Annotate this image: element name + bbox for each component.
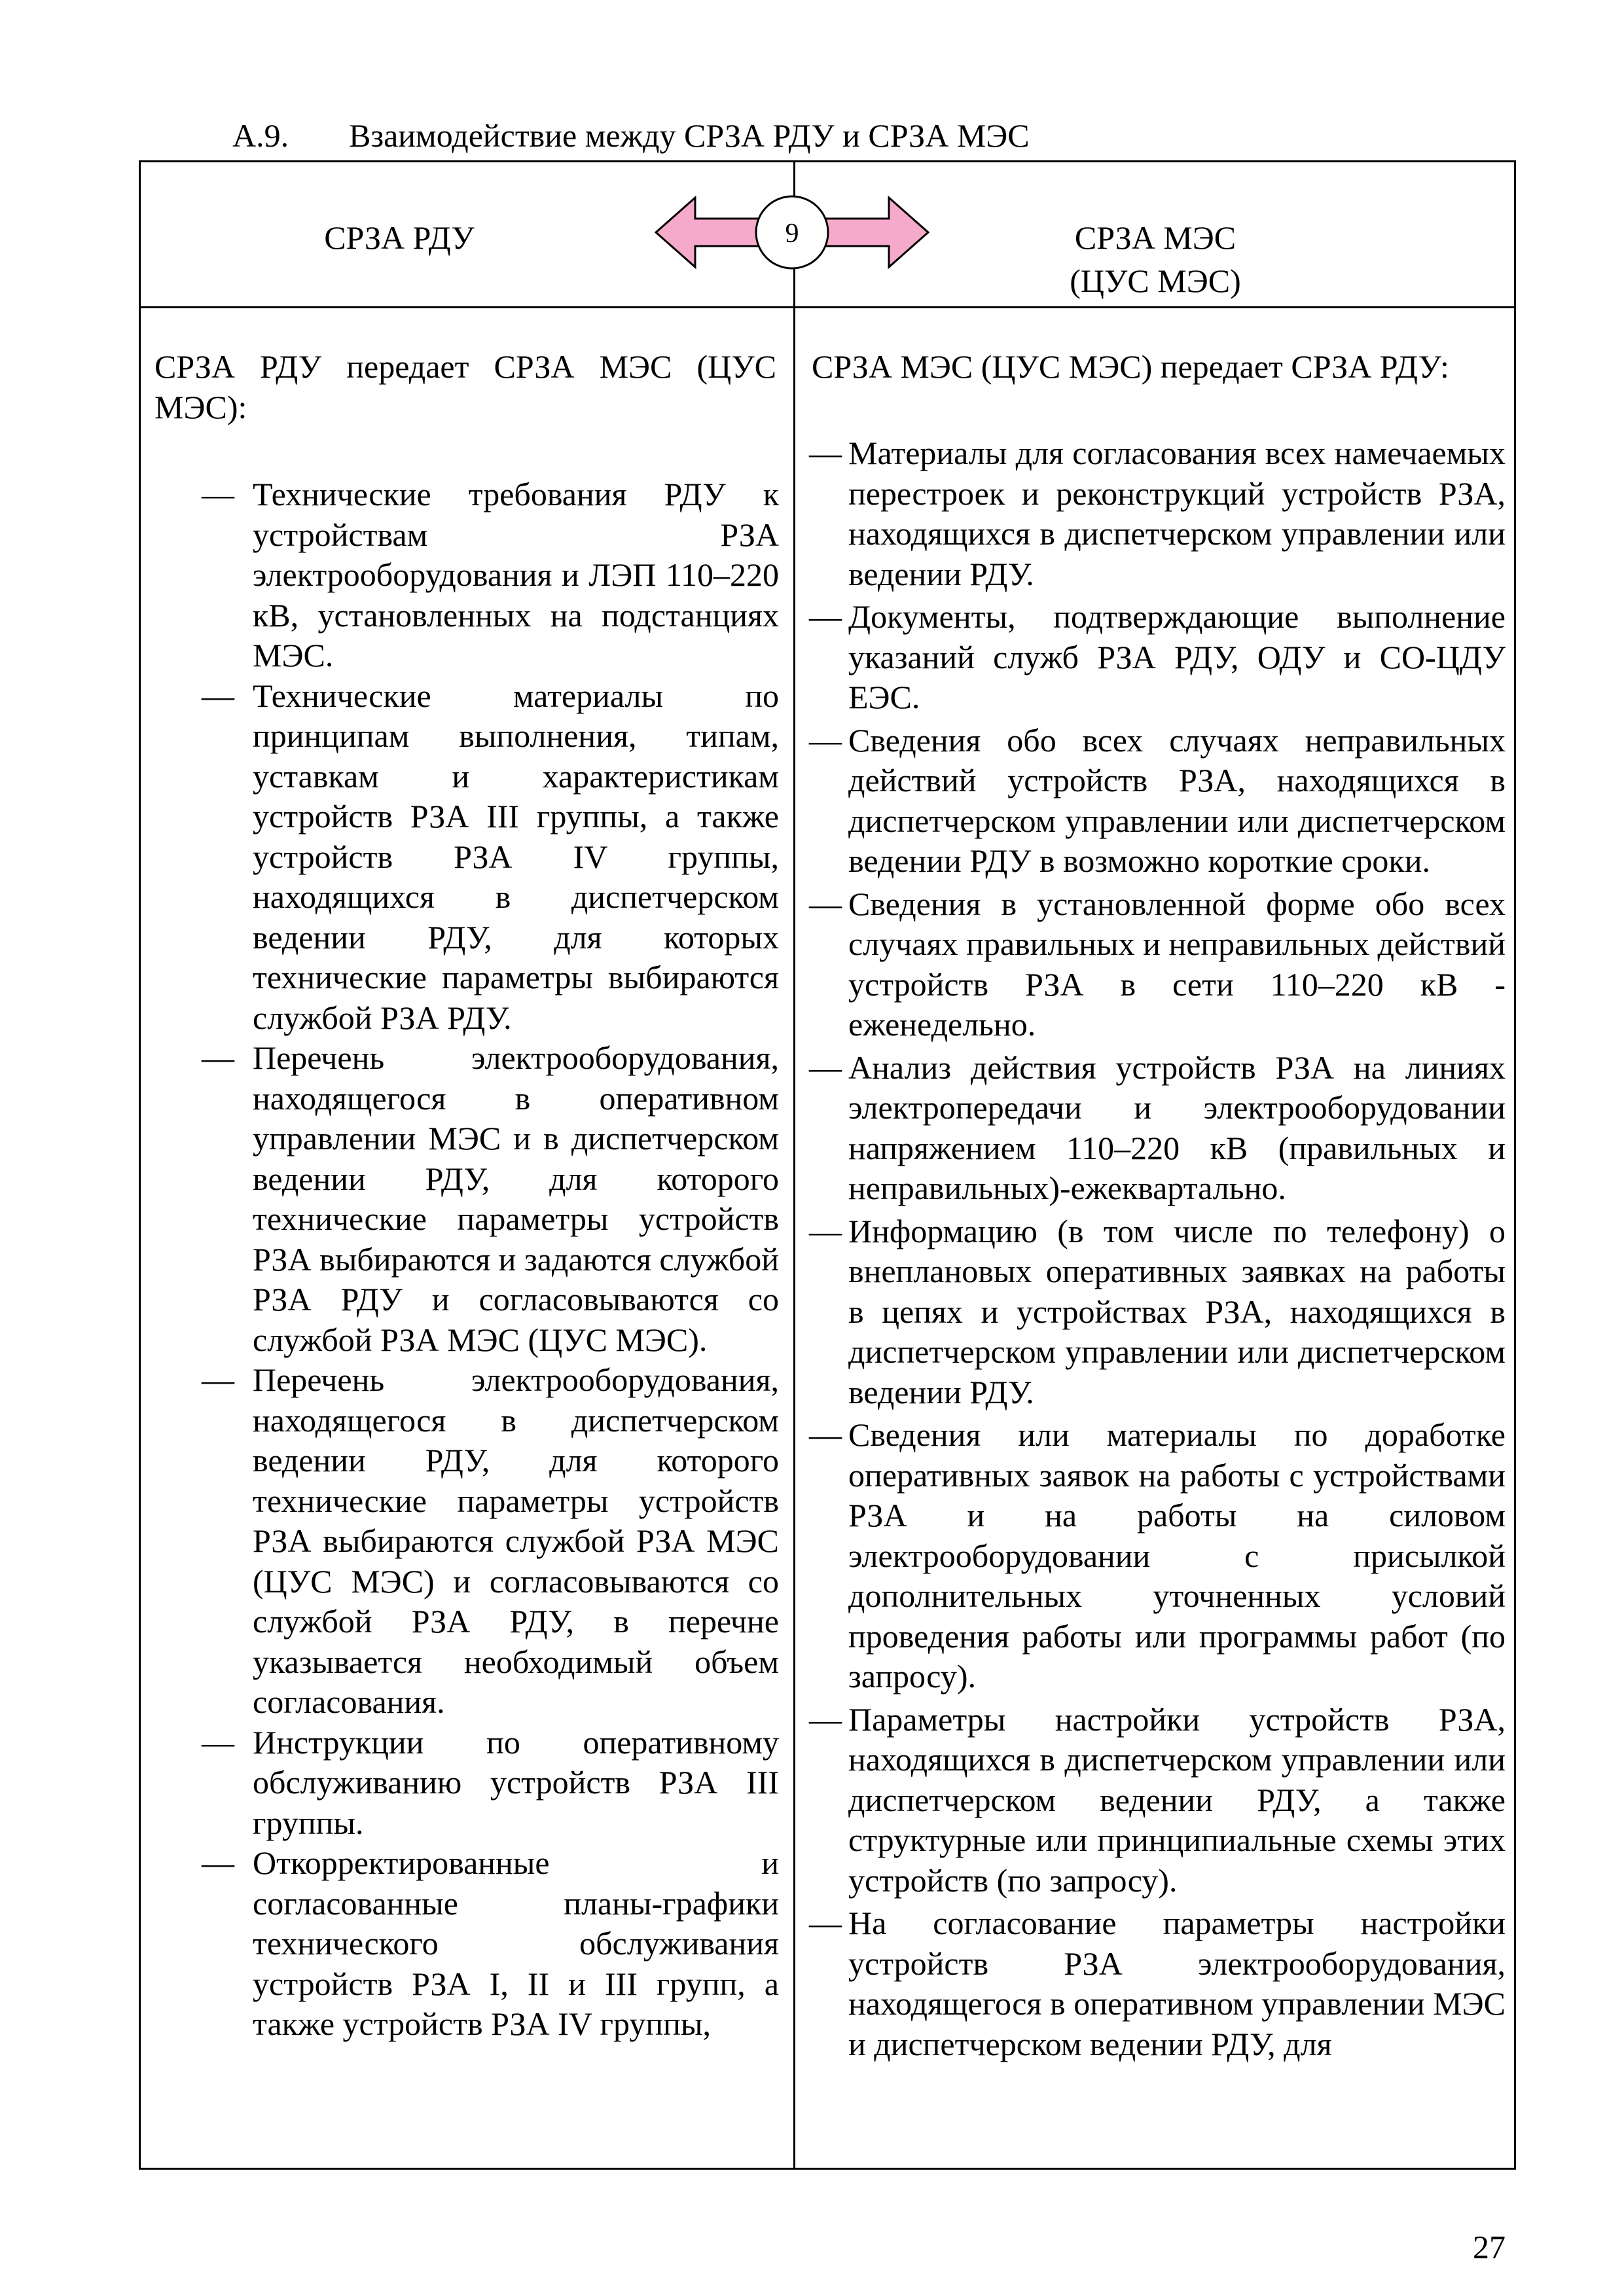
list-item-text: Инструкции по оперативному обслуживанию устройств РЗА III группы. xyxy=(253,1723,779,1841)
dash-bullet: — xyxy=(809,435,842,471)
list-item xyxy=(809,1700,1506,1901)
list-item-text: Сведения обо всех случаях неправильных действий устройств РЗА, находящихся в диспетчерском управлении или диспетчерском ведении РДУ в возможно короткие сроки. xyxy=(848,721,1506,879)
column-divider xyxy=(793,160,795,2170)
section-number: А.9. xyxy=(232,117,289,154)
dash-bullet: — xyxy=(809,1212,842,1249)
dash-bullet: — xyxy=(202,1723,234,1761)
right-arrow-icon xyxy=(813,198,928,267)
list-item xyxy=(809,1903,1506,2064)
header-right-line2: (ЦУС МЭС) xyxy=(1070,262,1241,299)
header-right-line1: СРЗА МЭС xyxy=(1074,219,1236,256)
list-item xyxy=(809,884,1506,1045)
list-item xyxy=(809,1415,1506,1697)
list-item-text: Анализ действия устройств РЗА на линиях электропередачи и электрооборудовании напряжением 110–220 кВ (правильных и неправильных)-ежеквартально. xyxy=(848,1049,1506,1206)
dash-bullet: — xyxy=(809,1416,842,1453)
left-column-intro: СРЗА РДУ передает СРЗА МЭС (ЦУС МЭС): xyxy=(154,348,776,425)
list-item-text: Технические требования РДУ к устройствам РЗА электрооборудования и ЛЭП 110–220 кВ, установленных на подстанциях МЭС. xyxy=(253,476,779,673)
list-item xyxy=(154,1038,779,1360)
list-item-text: На согласование параметры настройки устройств РЗА электрооборудования, находящегося в оперативном управлении МЭС и диспетчерском ведении РДУ, для xyxy=(848,1905,1506,2062)
header-divider xyxy=(139,306,1516,308)
dash-bullet: — xyxy=(202,1039,234,1076)
dash-bullet: — xyxy=(202,1844,234,1881)
dash-bullet: — xyxy=(809,1905,842,1941)
section-title: Взаимодействие между СРЗА РДУ и СРЗА МЭС xyxy=(349,117,1030,154)
dash-bullet: — xyxy=(809,721,842,759)
list-item xyxy=(809,1048,1506,1209)
dash-bullet: — xyxy=(202,1361,234,1398)
dash-bullet: — xyxy=(809,1049,842,1086)
dash-bullet: — xyxy=(202,476,234,512)
list-item-text: Информацию (в том числе по телефону) о внеплановых оперативных заявках на работы в цепях и устройствах РЗА, находящихся в диспетчерском управлении или диспетчерском ведении РДУ. xyxy=(848,1212,1506,1410)
double-arrow-icon xyxy=(648,190,936,275)
page-number: 27 xyxy=(1473,2229,1506,2265)
badge-number: 9 xyxy=(785,219,799,249)
list-item xyxy=(809,1211,1506,1413)
list-item xyxy=(154,676,779,1039)
list-item-text: Материалы для согласования всех намечаемых перестроек и реконструкций устройств РЗА, находящихся в диспетчерском управлении или ведении РДУ. xyxy=(848,435,1506,592)
right-column-intro: СРЗА МЭС (ЦУС МЭС) передает СРЗА РДУ: xyxy=(812,348,1449,385)
list-item-text: Документы, подтверждающие выполнение указаний служб РЗА РДУ, ОДУ и СО-ЦДУ ЕЭС. xyxy=(848,598,1506,715)
list-item-text: Технические материалы по принципам выполнения, типам, уставкам и характеристикам устройств РЗА III группы, а также устройств РЗА IV группы, находящихся в диспетчерском ведении РДУ, для которых технические параметры выбираются службой РЗА РДУ. xyxy=(253,677,779,1036)
list-item-text: Сведения в установленной форме обо всех случаях правильных и неправильных действий устройств РЗА в сети 110–220 кВ - еженедельно. xyxy=(848,885,1506,1043)
list-item xyxy=(809,597,1506,718)
list-item xyxy=(809,433,1506,594)
list-item xyxy=(154,1723,779,1844)
list-item-text: Откорректированные и согласованные планы-графики технического обслуживания устройств РЗА I, II и III групп, а также устройств РЗА IV группы, xyxy=(253,1844,779,2042)
header-left-label: СРЗА РДУ xyxy=(324,219,475,256)
list-item-text: Сведения или материалы по доработке оперативных заявок на работы с устройствами РЗА и на работы на силовом электрооборудовании с присылкой дополнительных уточненных условий проведения работы или программы работ (по запросу). xyxy=(848,1416,1506,1695)
dash-bullet: — xyxy=(809,1700,842,1738)
section-heading xyxy=(232,113,1030,158)
dash-bullet: — xyxy=(809,598,842,635)
dash-bullet: — xyxy=(809,885,842,922)
list-item xyxy=(154,1360,779,1723)
left-arrow-icon xyxy=(656,198,771,267)
list-item-text: Перечень электрооборудования, находящегося в оперативном управлении МЭС и в диспетчерском ведении РДУ, для которого технические параметры устройств РЗА выбираются и задаются службой РЗА РДУ и согласовываются со службой РЗА МЭС (ЦУС МЭС). xyxy=(253,1039,779,1358)
header-right-label xyxy=(982,216,1329,302)
dash-bullet: — xyxy=(202,677,234,714)
right-column-list xyxy=(809,433,1506,2067)
list-item xyxy=(809,721,1506,882)
list-item xyxy=(154,475,779,676)
left-column-list xyxy=(154,475,779,2045)
list-item xyxy=(154,1843,779,2045)
list-item-text: Перечень электрооборудования, находящегося в диспетчерском ведении РДУ, для которого технические параметры устройств РЗА выбираются службой РЗА МЭС (ЦУС МЭС) и согласовываются со службой РЗА РДУ, в перечне указывается необходимый объем согласования. xyxy=(253,1361,779,1720)
list-item-text: Параметры настройки устройств РЗА, находящихся в диспетчерском управлении или диспетчерском ведении РДУ, а также структурные или принципиальные схемы этих устройств (по запросу). xyxy=(848,1700,1506,1899)
